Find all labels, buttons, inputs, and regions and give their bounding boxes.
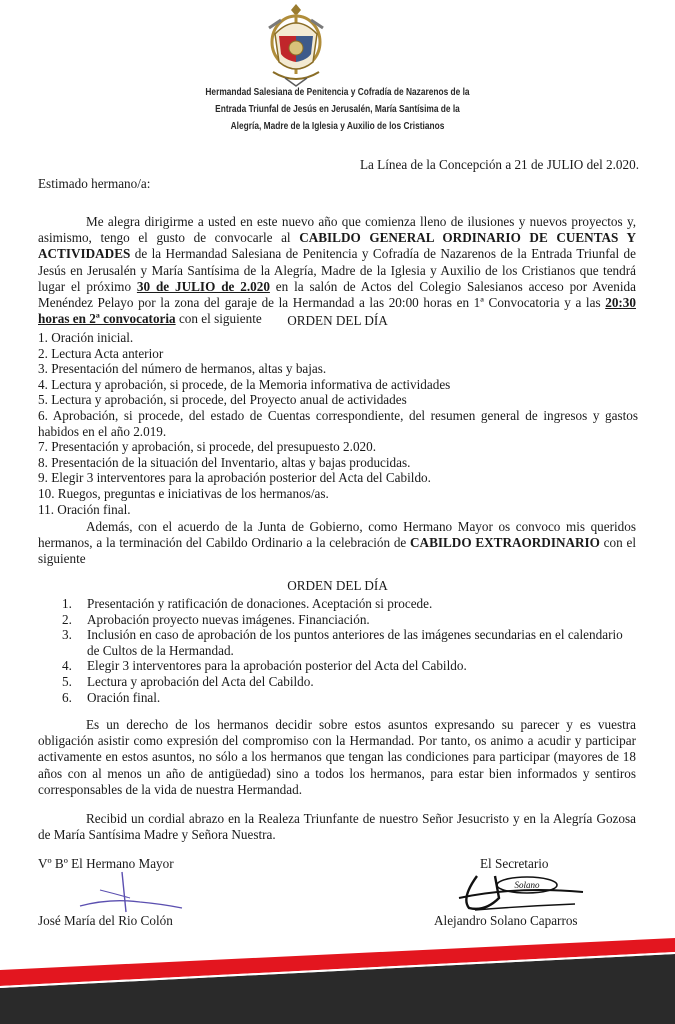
agenda-1-item: 2. Lectura Acta anterior: [38, 345, 164, 361]
extra-bold-cabildo: CABILDO EXTRAORDINARIO: [410, 535, 600, 551]
intro-paragraph: [38, 214, 636, 327]
intro-text-1: Me alegra dirigirme a usted en este nuevo año que comienza lleno de ilusiones y nuevos proyectos y, asimismo, tengo el gusto de convocarle al: [38, 214, 636, 246]
agenda-2-item: [62, 627, 637, 658]
header-line-3: Alegría, Madre de la Iglesia y Auxilio de los Cristianos: [230, 121, 445, 132]
agenda-1-item: 10. Ruegos, preguntas e iniciativas de los hermanos/as.: [38, 485, 329, 501]
agenda-1-item: 6. Aprobación, si procede, del estado de Cuentas correspondiente, del resumen general de ingresos y gastos habidos en el año 2.019.: [38, 407, 638, 439]
salutation: Estimado hermano/a:: [38, 176, 151, 191]
right-signatory-name: Alejandro Solano Caparros: [434, 913, 578, 928]
agenda-2-item-text: Oración final.: [87, 689, 161, 705]
header-line-1: Hermandad Salesiana de Penitencia y Cofradía de Nazarenos de la: [205, 87, 470, 98]
agenda-2-item: [62, 674, 637, 690]
agenda-2-list: [62, 596, 637, 705]
intro-bold-cabildo: CABILDO GENERAL ORDINARIO DE CUENTAS Y ACTIVIDADES: [38, 230, 636, 262]
intro-bold-date: 30 de JULIO de 2.020: [136, 278, 270, 294]
agenda-2-item-number: 3.: [62, 627, 72, 643]
hermano-mayor-signature-icon: [70, 868, 190, 916]
agenda-2-item-number: 4.: [62, 658, 72, 674]
agenda-2-item-number: 1.: [62, 596, 72, 611]
brotherhood-crest-icon: [261, 2, 331, 88]
header-line-2: Entrada Triunfal de Jesús en Jerusalén, María Santísima de la: [215, 104, 460, 115]
agenda-2-title: ORDEN DEL DÍA: [287, 578, 388, 593]
extra-text-1: Además, con el acuerdo de la Junta de Gobierno, como Hermano Mayor os convoco mis queridos hermanos, a la terminación del Cabildo Ordinario a la celebración de: [38, 519, 636, 551]
agenda-1-list: [38, 330, 638, 517]
agenda-2-item-number: 2.: [62, 611, 72, 627]
agenda-2-item-text: Elegir 3 interventores para la aprobación posterior del Acta del Cabildo.: [87, 658, 467, 674]
agenda-2-item-number: 5.: [62, 673, 72, 689]
agenda-2-item-text: Inclusión en caso de aprobación de los puntos anteriores de las imágenes secundarias en el calendario de Cultos de la Hermandad.: [87, 627, 623, 658]
left-signatory-name: José María del Rio Colón: [38, 913, 173, 928]
agenda-1-item: 11. Oración final.: [38, 501, 131, 517]
agenda-2-item-text: Lectura y aprobación del Acta del Cabildo.: [87, 673, 314, 689]
agenda-1-item: 9. Elegir 3 interventores para la aprobación posterior del Acta del Cabildo.: [38, 470, 431, 486]
secretary-signature-text: Solano: [514, 880, 540, 890]
agenda-1-item: 7. Presentación y aprobación, si procede, del presupuesto 2.020.: [38, 439, 377, 455]
agenda-1-item: 3. Presentación del número de hermanos, altas y bajas.: [38, 361, 327, 377]
intro-text-4: con el siguiente: [175, 311, 262, 327]
agenda-2-item-text: Presentación y ratificación de donaciones. Aceptación si procede.: [87, 596, 433, 611]
left-signatory-title: Vº Bº El Hermano Mayor: [38, 856, 174, 871]
intro-text-3: en la salón de Actos del Colegio Salesianos acceso por Avenida Menéndez Pelayo por la zona del garaje de la Hermandad a las 20:00 horas en 1ª Convocatoria y a las: [38, 278, 636, 311]
closing-paragraph-1: Es un derecho de los hermanos decidir sobre estos asuntos expresando su parecer y es vuestra obligación asistir como expresión del compromiso con la Hermandad. Por tanto, os animo a acudir y participar activamente en estos asuntos, no sólo a los hermanos que tengan las condiciones para participar (mayores de 18 años con al menos un año de antigüedad) sino a todos los hermanos, para estar bien informados y sentiros corresponsables de la vida de nuestra Hermandad.: [38, 717, 636, 797]
agenda-2-item: [62, 658, 637, 674]
agenda-2-item-number: 6.: [62, 689, 72, 705]
extra-text-2: con el siguiente: [38, 535, 636, 567]
dateline: La Línea de la Concepción a 21 de JULIO del 2.020.: [359, 157, 639, 172]
agenda-1-item: 4. Lectura y aprobación, si procede, de la Memoria informativa de actividades: [38, 376, 451, 392]
footer-decorative-band: [0, 932, 675, 1024]
agenda-1-item: 8. Presentación de la situación del Inventario, altas y bajas producidas.: [38, 454, 411, 470]
agenda-2-item: [62, 690, 637, 706]
agenda-2-item: [62, 612, 637, 628]
intro-text-2: de la Hermandad Salesiana de Penitencia y Cofradía de Nazarenos de la Entrada Triunfal de Jesús en Jerusalén y María Santísima de la Alegría, Madre de la Iglesia y Auxilio de los Cristianos que tendrá lugar el próximo: [38, 246, 636, 294]
secretary-signature-icon: [455, 868, 595, 916]
agenda-2-item: [62, 596, 637, 612]
agenda-2-item-text: Aprobación proyecto nuevas imágenes. Financiación.: [87, 611, 370, 627]
brotherhood-name-header: [126, 84, 548, 135]
right-signatory-title: El Secretario: [480, 856, 549, 871]
agenda-1-title: ORDEN DEL DÍA: [287, 313, 388, 328]
closing-paragraph-2: Recibid un cordial abrazo en la Realeza Triunfante de nuestro Señor Jesucristo y en la Alegría Gozosa de María Santísima Madre y Señora Nuestra.: [38, 811, 636, 843]
agenda-1-item: 5. Lectura y aprobación, si procede, del Proyecto anual de actividades: [38, 392, 407, 408]
agenda-1-item: 1. Oración inicial.: [38, 330, 134, 345]
intro-bold-time: 20:30 horas en 2ª convocatoria: [38, 295, 636, 327]
extraordinary-paragraph: [38, 519, 636, 568]
